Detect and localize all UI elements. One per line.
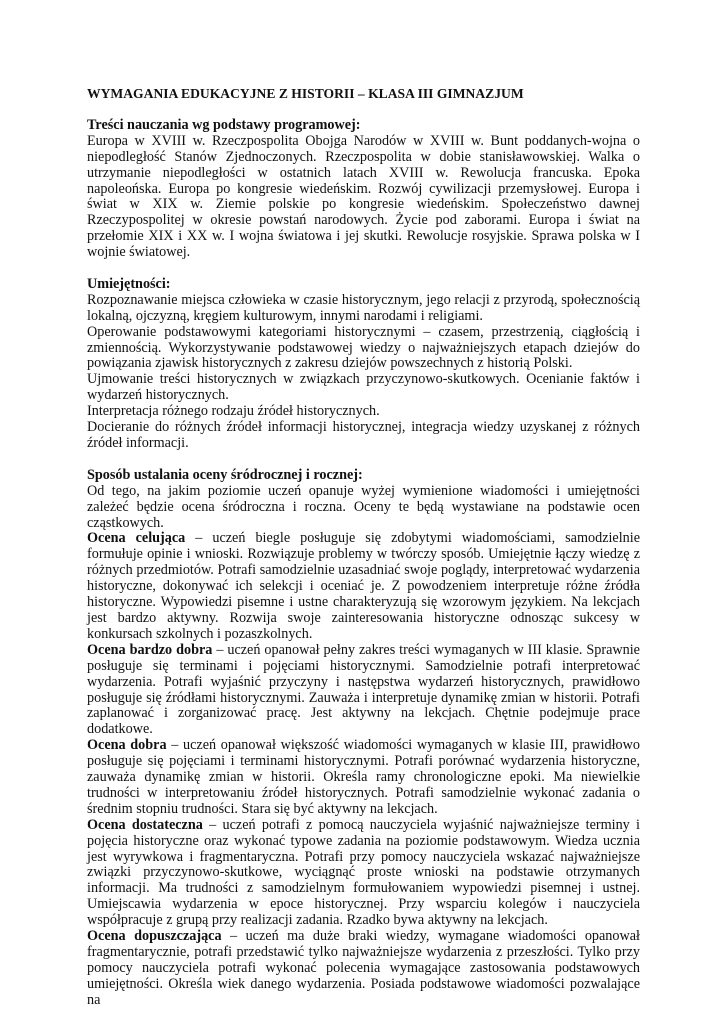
grade-name: Ocena dostateczna (87, 816, 203, 833)
grade-name: Ocena bardzo dobra (87, 641, 213, 658)
grading-section (87, 468, 640, 1009)
skills-paragraph: Docieranie do różnych źródeł informacji historycznej, integracja wiedzy uzyskanej z różnych źródeł informacji. (87, 419, 640, 452)
grade-description: – uczeń biegle posługuje się zdobytymi wiadomościami, samodzielnie formułuje opinie i wnioski. Rozwiązuje problemy w twórczy sposób. Umiejętnie łączy wiedzę z różnych przedmiotów. Potrafi samodzielnie uzasadniać swoje poglądy, interpretować wydarzenia historyczne, dokonywać ich selekcji i oceniać je. Z powodzeniem interpretuje różne źródła historyczne. Wypowiedzi pisemne i ustne charakteryzują się wzorowym językiem. Na lekcjach jest bardzo aktywny. Rozwija swoje zainteresowania historyczne odnosząc sukcesy w konkursach szkolnych i pozaszkolnych. (87, 530, 641, 642)
skills-paragraph: Operowanie podstawowymi kategoriami historycznymi – czasem, przestrzenią, ciągłością i zmiennością. Wykorzystywanie podstawowej wiedzy o najważniejszych etapach dziejów do powiązania zjawisk historycznych z zakresu dziejów powszechnych z historią Polski. (87, 323, 640, 372)
skills-paragraph: Rozpoznawanie miejsca człowieka w czasie historycznym, jego relacji z przyrodą, społecznością lokalną, ojczyzną, kręgiem kulturowym, innymi narodami i religiami. (87, 291, 640, 324)
grading-heading: Sposób ustalania oceny śródrocznej i rocznej: (87, 466, 363, 483)
grade-description: – uczeń potrafi z pomocą nauczyciela wyjaśnić najważniejsze terminy i pojęcia historyczne oraz wykonać typowe zadania na poziomie podstawowym. Wiedza ucznia jest wyrywkowa i fragmentaryczna. Potrafi przy pomocy nauczyciela wskazać najważniejsze związki przyczynowo-skutkowe, wyciągnąć proste wnioski na podstawie otrzymanych informacji. Ma trudności z samodzielnym formułowaniem wypowiedzi pisemnej i ustnej. Umiejscawia wydarzenia w epoce historycznej. Przy wsparciu kolegów i nauczyciela współpracuje z grupą przy realizacji zadania. Rzadko bywa aktywny na lekcjach. (87, 816, 640, 929)
grade-paragraph (87, 531, 640, 642)
grade-name: Ocena celująca (87, 530, 186, 547)
grade-description: – uczeń opanował większość wiadomości wymaganych w klasie III, prawidłowo posługuje się pojęciami i terminami historycznymi. Potrafi porównać wydarzenia historyczne, zauważa dynamikę zmian w historii. Określa ramy chronologiczne epoki. Ma niewielkie trudności w interpretowaniu źródeł historycznych. Potrafi samodzielnie wykonać zadania o średnim stopniu trudności. Stara się być aktywny na lekcjach. (87, 737, 640, 817)
grading-intro: Od tego, na jakim poziomie uczeń opanuje wyżej wymienione wiadomości i umiejętności zależeć będzie ocena śródroczna i roczna. Oceny te będą wystawiane na podstawie ocen cząstkowych. (87, 482, 640, 531)
grade-paragraph (87, 818, 640, 929)
grade-name: Ocena dopuszczająca (87, 928, 222, 945)
grade-description: – uczeń opanował pełny zakres treści wymaganych w III klasie. Sprawnie posługuje się terminami i pojęciami historycznymi. Samodzielnie potrafi interpretować wydarzenia. Potrafi wyjaśnić przyczyny i następstwa wydarzeń historycznych, prawidłowo posługuje się źródłami historycznymi. Zauważa i interpretuje dynamikę zmian w historii. Potrafi zaplanować i zorganizować pracę. Jest aktywny na lekcjach. Chętnie podejmuje prace dodatkowe. (87, 641, 640, 738)
skills-heading: Umiejętności: (87, 275, 171, 292)
content-section (87, 118, 640, 261)
document-page (87, 86, 640, 1009)
skills-section (87, 277, 640, 452)
document-title: WYMAGANIA EDUKACYJNE Z HISTORII – KLASA III GIMNAZJUM (87, 86, 524, 101)
grade-name: Ocena dobra (87, 737, 167, 754)
skills-paragraph: Ujmowanie treści historycznych w związkach przyczynowo-skutkowych. Ocenianie faktów i wydarzeń historycznych. (87, 371, 640, 404)
content-paragraph: Europa w XVIII w. Rzeczpospolita Obojga Narodów w XVIII w. Bunt poddanych-wojna o niepodległość Stanów Zjednoczonych. Rzeczpospolita w dobie stanisławowskiej. Walka o utrzymanie niepodległości w ostatnich latach XVIII w. Rewolucja francuska. Epoka napoleońska. Europa po kongresie wiedeńskim. Rozwój cywilizacji przemysłowej. Europa i świat w XIX w. Ziemie polskie po kongresie wiedeńskim. Społeczeństwo dawnej Rzeczypospolitej w okresie powstań narodowych. Życie pod zaborami. Europa i świat na przełomie XIX i XX w. I wojna światowa i jej skutki. Rewolucje rosyjskie. Sprawa polska w I wojnie światowej. (87, 132, 640, 261)
grade-paragraph (87, 929, 640, 1009)
content-heading: Treści nauczania wg podstawy programowej: (87, 116, 361, 133)
grade-paragraph (87, 643, 640, 738)
skills-paragraph: Interpretacja różnego rodzaju źródeł historycznych. (87, 403, 380, 420)
grade-paragraph (87, 738, 640, 818)
grade-description: – uczeń ma duże braki wiedzy, wymagane wiadomości opanował fragmentarycznie, potrafi przedstawić tylko najważniejsze wydarzenia z przeszłości. Tylko przy pomocy nauczyciela potrafi wykonać polecenia wymagające zastosowania podstawowych umiejętności. Określa wiek danego wydarzenia. Posiada podstawowe wiadomości pozwalające na (87, 928, 640, 1008)
